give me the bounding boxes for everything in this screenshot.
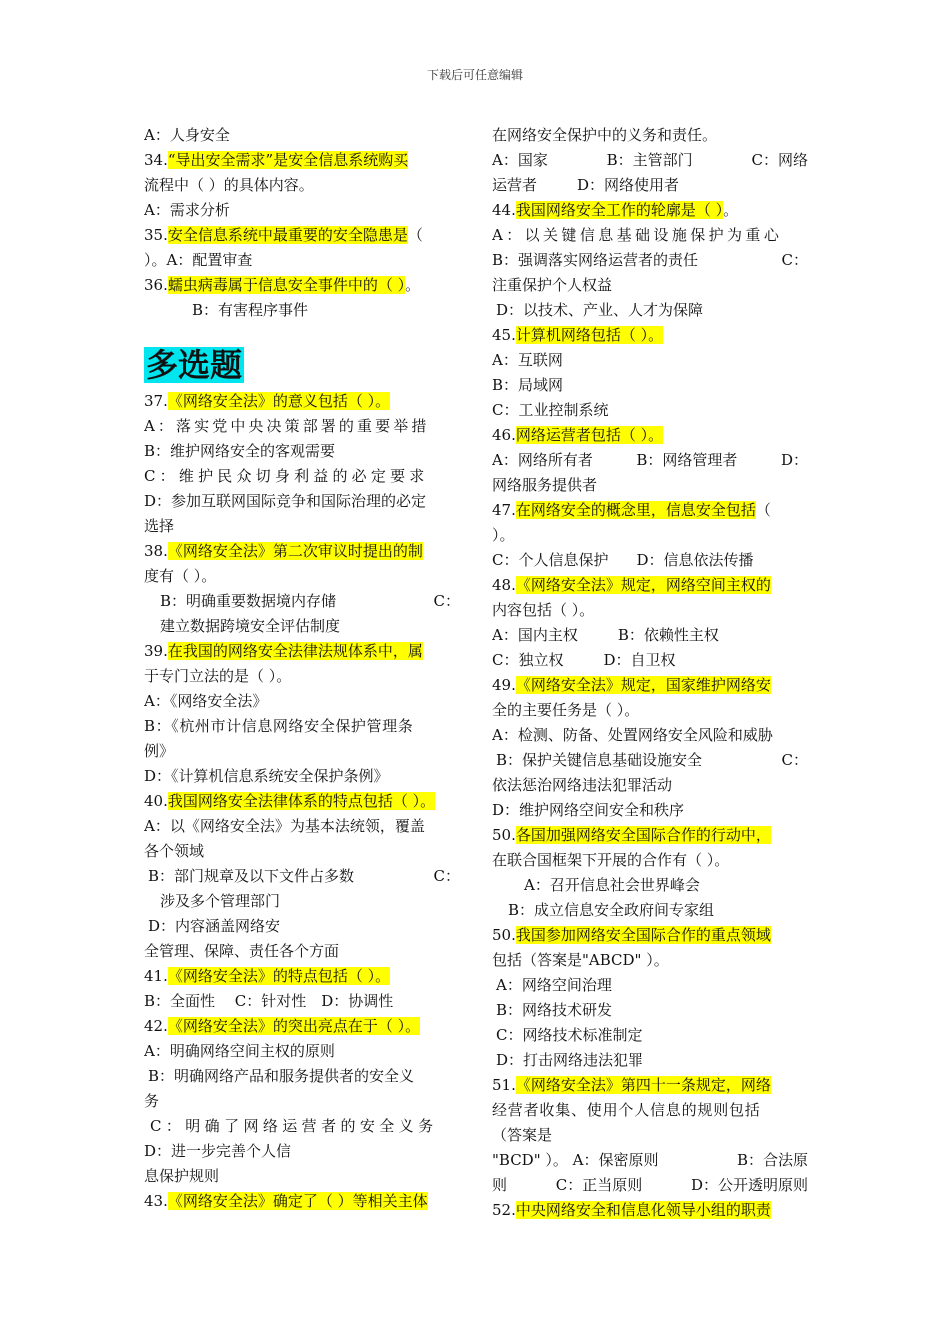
question-line: 流程中（ ）的具体内容。 <box>144 176 314 194</box>
question-line: 于专门立法的是（ ）。 <box>144 667 292 685</box>
question-50-b: 50.我国参加网络安全国际合作的重点领域 <box>492 926 771 944</box>
option-line: A：国家 B：主管部门 C：网络 <box>492 151 808 169</box>
option-line: D：维护网络空间安全和秩序 <box>492 801 685 819</box>
option-line: B：明确网络产品和服务提供者的安全义 <box>148 1067 415 1085</box>
option-line: 例》 <box>144 742 175 760</box>
question-43: 43.《网络安全法》确定了（ ）等相关主体 <box>144 1192 428 1210</box>
option-line: B：维护网络安全的客观需要 <box>144 442 336 460</box>
option-line: 运营者 D：网络使用者 <box>492 176 680 194</box>
option-line: A：检测、防备、处置网络安全风险和威胁 <box>492 726 773 744</box>
question-45: 45.计算机网络包括（ ）。 <box>492 326 664 344</box>
option-line: 注重保护个人权益 <box>492 276 613 294</box>
option-line: 涉及多个管理部门 <box>160 892 281 910</box>
answer-line: B：有害程序事件 <box>192 301 309 319</box>
option-line: C：维护民众切身利益的必定要求 <box>144 467 429 485</box>
question-46: 46.网络运营者包括（ ）。 <box>492 426 664 444</box>
question-36: 36.蠕虫病毒属于信息安全事件中的（ ）。 <box>144 276 421 294</box>
option-line: D：内容涵盖网络安 <box>148 917 281 935</box>
question-47: 47.在网络安全的概念里，信息安全包括（ <box>492 501 771 519</box>
right-column <box>492 123 808 1223</box>
option-line: A：网络所有者 B：网络管理者 D： <box>492 451 808 469</box>
question-50: 50.各国加强网络安全国际合作的行动中， <box>492 826 771 844</box>
question-37: 37.《网络安全法》的意义包括（ ）。 <box>144 392 391 410</box>
option-line: 各个领域 <box>144 842 205 860</box>
option-line: 依法惩治网络违法犯罪活动 <box>492 776 673 794</box>
option-line: D：《计算机信息系统安全保护条例》 <box>144 767 389 785</box>
option-line: B：《杭州市计信息网络安全保护管理条 <box>144 717 414 735</box>
question-34: 34.“导出安全需求”是安全信息系统购买 <box>144 151 409 169</box>
option-line: D：以技术、产业、人才为保障 <box>496 301 704 319</box>
question-line: 内容包括（ ）。 <box>492 601 595 619</box>
question-44: 44.我国网络安全工作的轮廓是（ ）。 <box>492 201 739 219</box>
option-line: 建立数据跨境安全评估制度 <box>160 617 341 635</box>
option-line: "BCD" ）。 A：保密原则 B：合法原 <box>492 1151 808 1169</box>
option-line: A：以《网络安全法》为基本法统领，覆盖 <box>144 817 425 835</box>
option-line: A：互联网 <box>492 351 563 369</box>
option-line: B：明确重要数据境内存储 C： <box>160 592 460 610</box>
option-line: A：网络空间治理 <box>496 976 612 994</box>
option-line: 务 <box>144 1092 160 1110</box>
option-line: A：《网络安全法》 <box>144 692 268 710</box>
question-38: 38.《网络安全法》第二次审议时提出的制 <box>144 542 423 560</box>
option-line: A：明确网络空间主权的原则 <box>144 1042 335 1060</box>
option-line: D：打击网络违法犯罪 <box>496 1051 644 1069</box>
option-line: 息保护规则 <box>144 1167 220 1185</box>
question-line: 在网络安全保护中的义务和责任。 <box>492 126 718 144</box>
page-header: 下载后可任意编辑 <box>426 68 523 82</box>
option-line: A：落实党中央决策部署的重要举措 <box>144 417 430 435</box>
option-line: B：保护关键信息基础设施安全 C： <box>496 751 808 769</box>
option-line: B：网络技术研发 <box>496 1001 613 1019</box>
option-line: 全管理、保障、责任各个方面 <box>144 942 340 960</box>
option-line: D：进一步完善个人信 <box>144 1142 292 1160</box>
option-line: C：网络技术标准制定 <box>496 1026 643 1044</box>
answer-line: ）。A：配置审查 <box>144 251 253 269</box>
question-41: 41.《网络安全法》的特点包括（ ）。 <box>144 967 391 985</box>
left-column <box>144 123 460 1214</box>
question-line: 包括（答案是"ABCD" ）。 <box>492 951 669 969</box>
option-line: 则 C：正当原则 D：公开透明原则 <box>492 1176 808 1194</box>
question-52: 52.中央网络安全和信息化领导小组的职责 <box>492 1201 771 1219</box>
question-42: 42.《网络安全法》的突出亮点在于（ ）。 <box>144 1017 421 1035</box>
option-line: C：个人信息保护 D：信息依法传播 <box>492 551 754 569</box>
option-line: A：召开信息社会世界峰会 <box>524 876 700 894</box>
option-line: D：参加互联网国际竞争和国际治理的必定 <box>144 492 427 510</box>
question-51: 51.《网络安全法》第四十一条规定，网络 <box>492 1076 771 1094</box>
question-line: 全的主要任务是（ ）。 <box>492 701 640 719</box>
option-line: B：局域网 <box>492 376 564 394</box>
question-49: 49.《网络安全法》规定，国家维护网络安 <box>492 676 771 694</box>
option-line: 网络服务提供者 <box>492 476 598 494</box>
question-line: 度有（ ）。 <box>144 567 217 585</box>
question-line: （答案是 <box>492 1126 553 1144</box>
answer-line: A：人身安全 <box>144 126 230 144</box>
option-line: B：强调落实网络运营者的责任 C： <box>492 251 808 269</box>
question-39: 39.在我国的网络安全法律法规体系中，属 <box>144 642 423 660</box>
option-line: C：独立权 D：自卫权 <box>492 651 676 669</box>
question-line: 经营者收集、使用个人信息的规则包括 <box>492 1101 761 1119</box>
question-40: 40.我国网络安全法律体系的特点包括（ ）。 <box>144 792 436 810</box>
question-48: 48.《网络安全法》规定，网络空间主权的 <box>492 576 771 594</box>
option-line: 选择 <box>144 517 175 535</box>
option-line: C：工业控制系统 <box>492 401 609 419</box>
question-line: ）。 <box>492 526 515 544</box>
answer-line: A：需求分析 <box>144 201 230 219</box>
option-line: A：以关键信息基础设施保护为重心 <box>492 226 783 244</box>
option-line: B：全面性 C：针对性 D：协调性 <box>144 992 394 1010</box>
option-line: B：成立信息安全政府间专家组 <box>508 901 715 919</box>
option-line: A：国内主权 B：依赖性主权 <box>492 626 719 644</box>
question-line: 在联合国框架下开展的合作有（ ）。 <box>492 851 730 869</box>
option-line: C：明确了网络运营者的安全义务 <box>150 1117 438 1135</box>
section-title: 多选题 <box>146 346 243 384</box>
question-35: 35.安全信息系统中最重要的安全隐患是（ <box>144 226 423 244</box>
option-line: B：部门规章及以下文件占多数 C： <box>148 867 460 885</box>
